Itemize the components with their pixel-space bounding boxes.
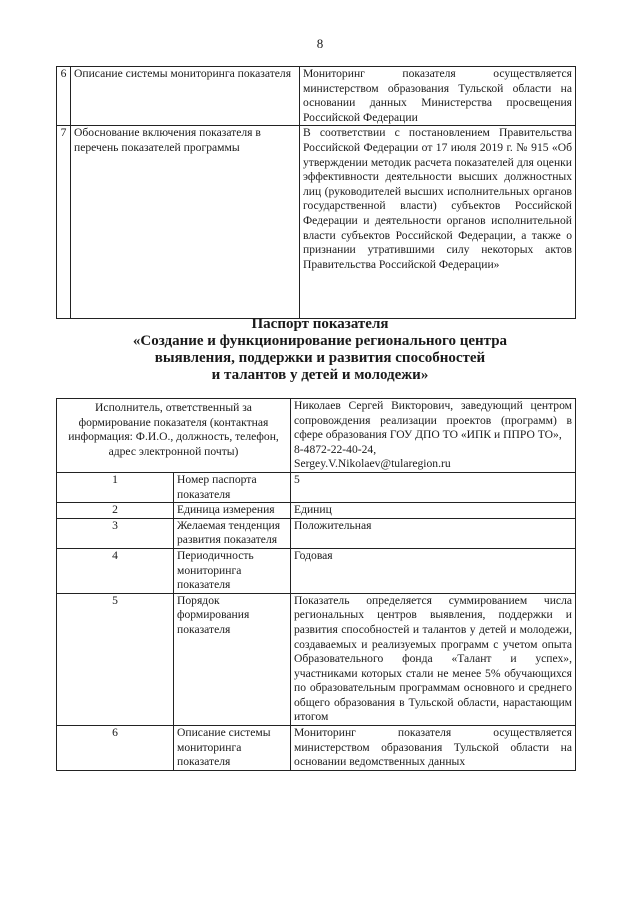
row-label: Порядок формирования показателя	[174, 593, 291, 725]
passport-title-line: «Создание и функционирование регионального центра	[132, 333, 508, 349]
table-row	[57, 472, 576, 502]
executor-phone: 8-4872-22-40-24,	[294, 442, 377, 456]
table-row	[57, 548, 576, 593]
page-number: 8	[316, 36, 324, 51]
table-row	[57, 518, 576, 548]
executor-label: Исполнитель, ответственный за формирование показателя (контактная информация: Ф.И.О., должность, телефон, адрес электронной почты)	[57, 399, 291, 473]
row-number: 2	[57, 503, 174, 519]
passport-title-line: Паспорт показателя	[251, 316, 389, 332]
row-value: Годовая	[291, 548, 576, 593]
table-row	[57, 67, 576, 126]
row-number: 5	[57, 593, 174, 725]
passport-title	[0, 316, 640, 384]
executor-contact	[291, 399, 576, 473]
row-value: Показатель определяется суммированием числа региональных центров выявления, поддержки и развития способностей и талантов у детей и молодежи, создаваемых и реализуемых программ с учетом опыта Образовательного фонда «Талант и успех», участниками которых стали не менее 5% обучающихся по образовательным программам основного и среднего общего образования в Тульской области, нарастающим итогом	[291, 593, 576, 725]
row-label: Обоснование включения показателя в перечень показателей программы	[71, 126, 300, 319]
row-number: 6	[57, 726, 174, 771]
table-row	[57, 126, 576, 319]
row-number: 4	[57, 548, 174, 593]
row-value: 5	[291, 472, 576, 502]
row-label: Единица измерения	[174, 503, 291, 519]
row-value: В соответствии с постановлением Правительства Российской Федерации от 17 июля 2019 г. № 915 «Об утверждении методик расчета показателей для оценки эффективности деятельности высших должностных лиц (руководителей высших исполнительных органов государственной власти) субъектов Российской Федерации и деятельности органов исполнительной власти субъектов Российской Федерации, а также о признании утратившими силу некоторых актов Правительства Российской Федерации»	[300, 126, 576, 319]
table-row	[57, 503, 576, 519]
row-label: Желаемая тенденция развития показателя	[174, 518, 291, 548]
indicator-table-continued	[56, 66, 576, 319]
row-number: 6	[57, 67, 71, 126]
executor-name: Николаев Сергей Викторович, заведующий центром сопровождения реализации проектов (программ) в сфере образования ГОУ ДПО ТО «ИПК и ППРО ТО»,	[294, 399, 572, 442]
row-label: Описание системы мониторинга показателя	[174, 726, 291, 771]
row-number: 3	[57, 518, 174, 548]
passport-table	[56, 398, 576, 771]
row-value: Мониторинг показателя осуществляется министерством образования Тульской области на основании данных Министерства просвещения Российской Федерации	[300, 67, 576, 126]
passport-title-line: и талантов у детей и молодежи»	[211, 367, 429, 383]
table-row	[57, 593, 576, 725]
row-label: Номер паспорта показателя	[174, 472, 291, 502]
row-label: Периодичность мониторинга показателя	[174, 548, 291, 593]
row-value: Мониторинг показателя осуществляется министерством образования Тульской области на основании ведомственных данных	[291, 726, 576, 771]
executor-email: Sergey.V.Nikolaev@tularegion.ru	[294, 457, 451, 471]
row-number: 1	[57, 472, 174, 502]
row-value: Единиц	[291, 503, 576, 519]
table-row	[57, 726, 576, 771]
passport-title-line: выявления, поддержки и развития способностей	[154, 350, 486, 366]
row-label: Описание системы мониторинга показателя	[71, 67, 300, 126]
row-value: Положительная	[291, 518, 576, 548]
row-number: 7	[57, 126, 71, 319]
executor-row	[57, 399, 576, 473]
